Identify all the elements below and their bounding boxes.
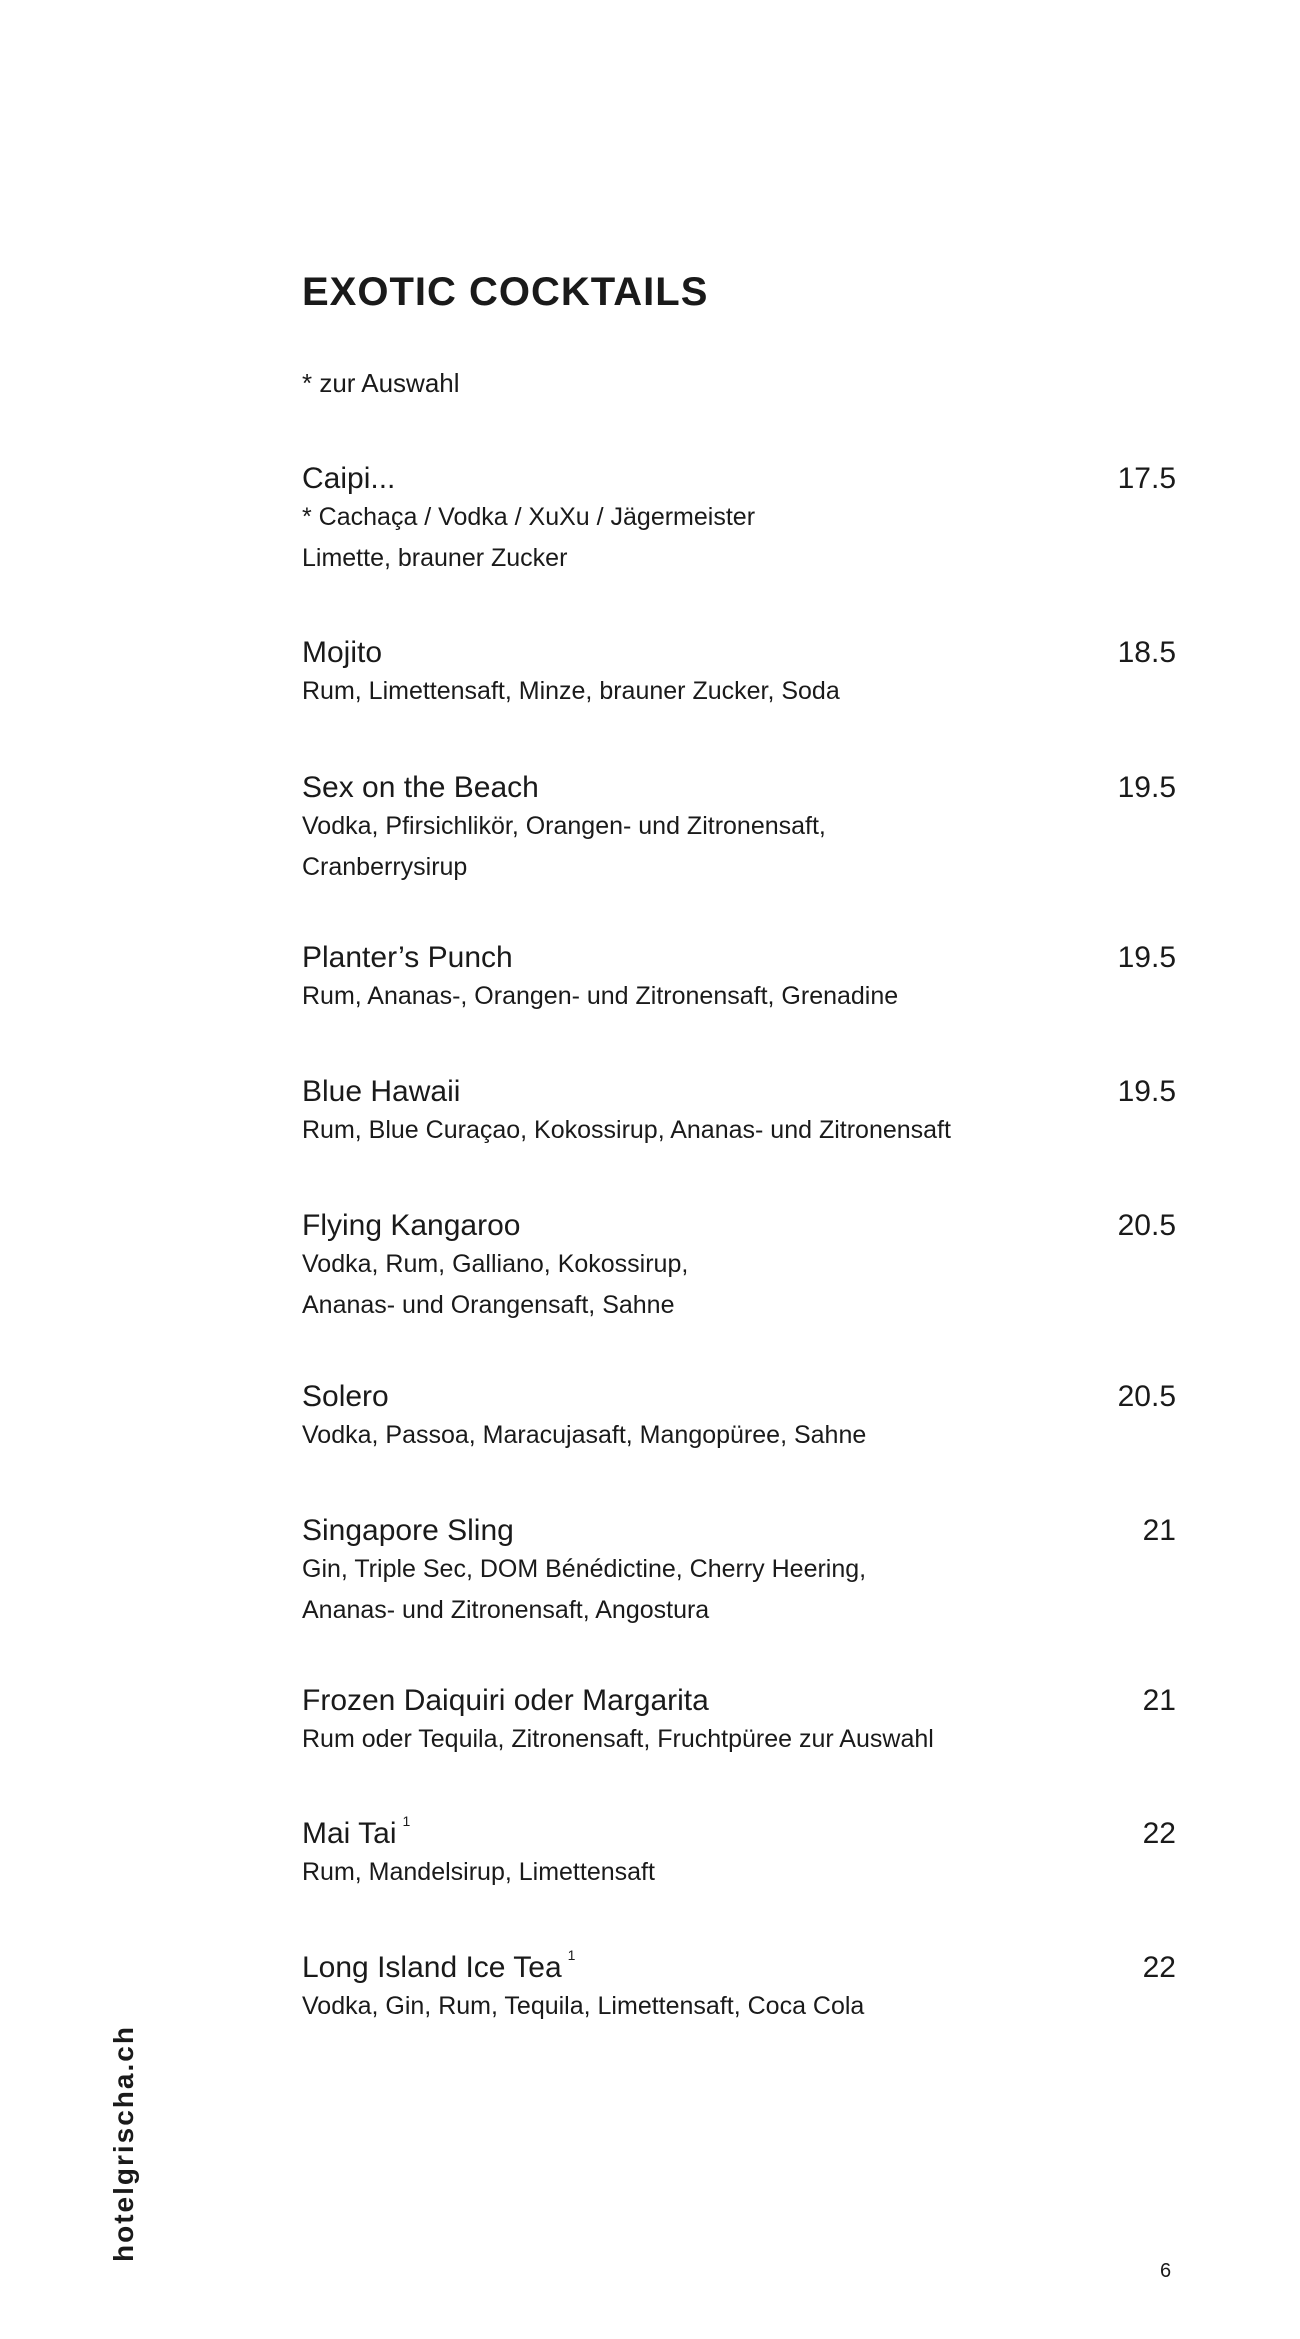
menu-item-description: * Cachaça / Vodka / XuXu / Jägermeister: [302, 503, 756, 531]
item-name-text: Mojito: [302, 636, 383, 669]
menu-item-price: 21: [1142, 1684, 1176, 1717]
item-name-text: Frozen Daiquiri oder Margarita: [302, 1684, 709, 1717]
menu-item-description: Vodka, Passoa, Maracujasaft, Mangopüree, Sahne: [302, 1421, 867, 1449]
menu-item-header: [302, 1514, 1176, 1548]
menu-item-description: Vodka, Gin, Rum, Tequila, Limettensaft, Coca Cola: [302, 1992, 865, 2020]
menu-item-name: [302, 771, 539, 805]
selection-note: * zur Auswahl: [302, 368, 460, 398]
menu-item-price: 20.5: [1117, 1380, 1176, 1413]
item-name-text: Caipi...: [302, 462, 396, 495]
menu-item-name: [302, 1209, 520, 1243]
menu-item-header: [302, 1075, 1176, 1109]
menu-item-description: Gin, Triple Sec, DOM Bénédictine, Cherry Heering,: [302, 1555, 867, 1583]
menu-item-description: Rum, Mandelsirup, Limettensaft: [302, 1858, 655, 1886]
menu-item-header: [302, 1209, 1176, 1243]
menu-item-price: 19.5: [1117, 941, 1176, 974]
menu-item: [302, 1514, 1176, 1630]
menu-item: [302, 1075, 1176, 1150]
section-title: EXOTIC COCKTAILS: [302, 270, 709, 314]
menu-item-header: [302, 636, 1176, 670]
brand-website: hotelgrischa.ch: [108, 2025, 139, 2262]
item-name-text: Flying Kangaroo: [302, 1209, 521, 1242]
menu-item-header: [302, 941, 1176, 975]
menu-item-header: [302, 462, 1176, 496]
menu-item-header: [302, 1947, 1176, 1985]
menu-item-name: [302, 636, 382, 670]
menu-item: [302, 1813, 1176, 1892]
footnote-marker: 1: [567, 1947, 576, 1963]
item-name-text: Solero: [302, 1380, 389, 1413]
menu-item-description: Vodka, Pfirsichlikör, Orangen- und Zitronensaft,: [302, 812, 826, 840]
item-name-text: Mai Tai: [302, 1817, 397, 1850]
menu-item-description: Rum, Blue Curaçao, Kokossirup, Ananas- und Zitronensaft: [302, 1116, 951, 1144]
menu-item: [302, 462, 1176, 578]
item-name-text: Sex on the Beach: [302, 771, 539, 804]
menu-item-description: Rum, Ananas-, Orangen- und Zitronensaft, Grenadine: [302, 982, 899, 1010]
menu-item-name: [302, 1947, 576, 1985]
menu-item-price: 22: [1142, 1951, 1176, 1984]
page-number: 6: [1160, 2260, 1172, 2282]
item-name-text: Planter’s Punch: [302, 941, 513, 974]
menu-item: [302, 636, 1176, 711]
menu-item-name: [302, 1813, 411, 1851]
menu-item: [302, 941, 1176, 1016]
menu-item-header: [302, 1684, 1176, 1718]
menu-item-price: 19.5: [1117, 1075, 1176, 1108]
footnote-marker: 1: [402, 1813, 411, 1829]
menu-item-header: [302, 1380, 1176, 1414]
menu-item: [302, 771, 1176, 887]
menu-item-price: 17.5: [1117, 462, 1176, 495]
menu-item-price: 20.5: [1117, 1209, 1176, 1242]
menu-item-name: [302, 462, 395, 496]
menu-item-price: 22: [1142, 1817, 1176, 1850]
menu-item-header: [302, 771, 1176, 805]
menu-item: [302, 1209, 1176, 1325]
menu-item-name: [302, 1075, 460, 1109]
menu-item: [302, 1684, 1176, 1759]
menu-item-header: [302, 1813, 1176, 1851]
item-name-text: Singapore Sling: [302, 1514, 514, 1547]
menu-item: [302, 1947, 1176, 2026]
menu-item: [302, 1380, 1176, 1455]
menu-item-description: Limette, brauner Zucker: [302, 544, 568, 572]
menu-item-description: Vodka, Rum, Galliano, Kokossirup,: [302, 1250, 689, 1278]
item-name-text: Long Island Ice Tea: [302, 1951, 562, 1984]
menu-item-description: Cranberrysirup: [302, 853, 468, 881]
menu-item-description: Ananas- und Zitronensaft, Angostura: [302, 1596, 710, 1624]
menu-item-name: [302, 1380, 389, 1414]
menu-item-name: [302, 941, 513, 975]
menu-item-name: [302, 1684, 709, 1718]
menu-item-description: Rum, Limettensaft, Minze, brauner Zucker, Soda: [302, 677, 840, 705]
item-name-text: Blue Hawaii: [302, 1075, 461, 1108]
menu-item-price: 19.5: [1117, 771, 1176, 804]
menu-item-price: 18.5: [1117, 636, 1176, 669]
menu-item-description: Ananas- und Orangensaft, Sahne: [302, 1291, 675, 1319]
menu-item-description: Rum oder Tequila, Zitronensaft, Fruchtpüree zur Auswahl: [302, 1725, 934, 1753]
menu-item-price: 21: [1142, 1514, 1176, 1547]
menu-item-name: [302, 1514, 514, 1548]
